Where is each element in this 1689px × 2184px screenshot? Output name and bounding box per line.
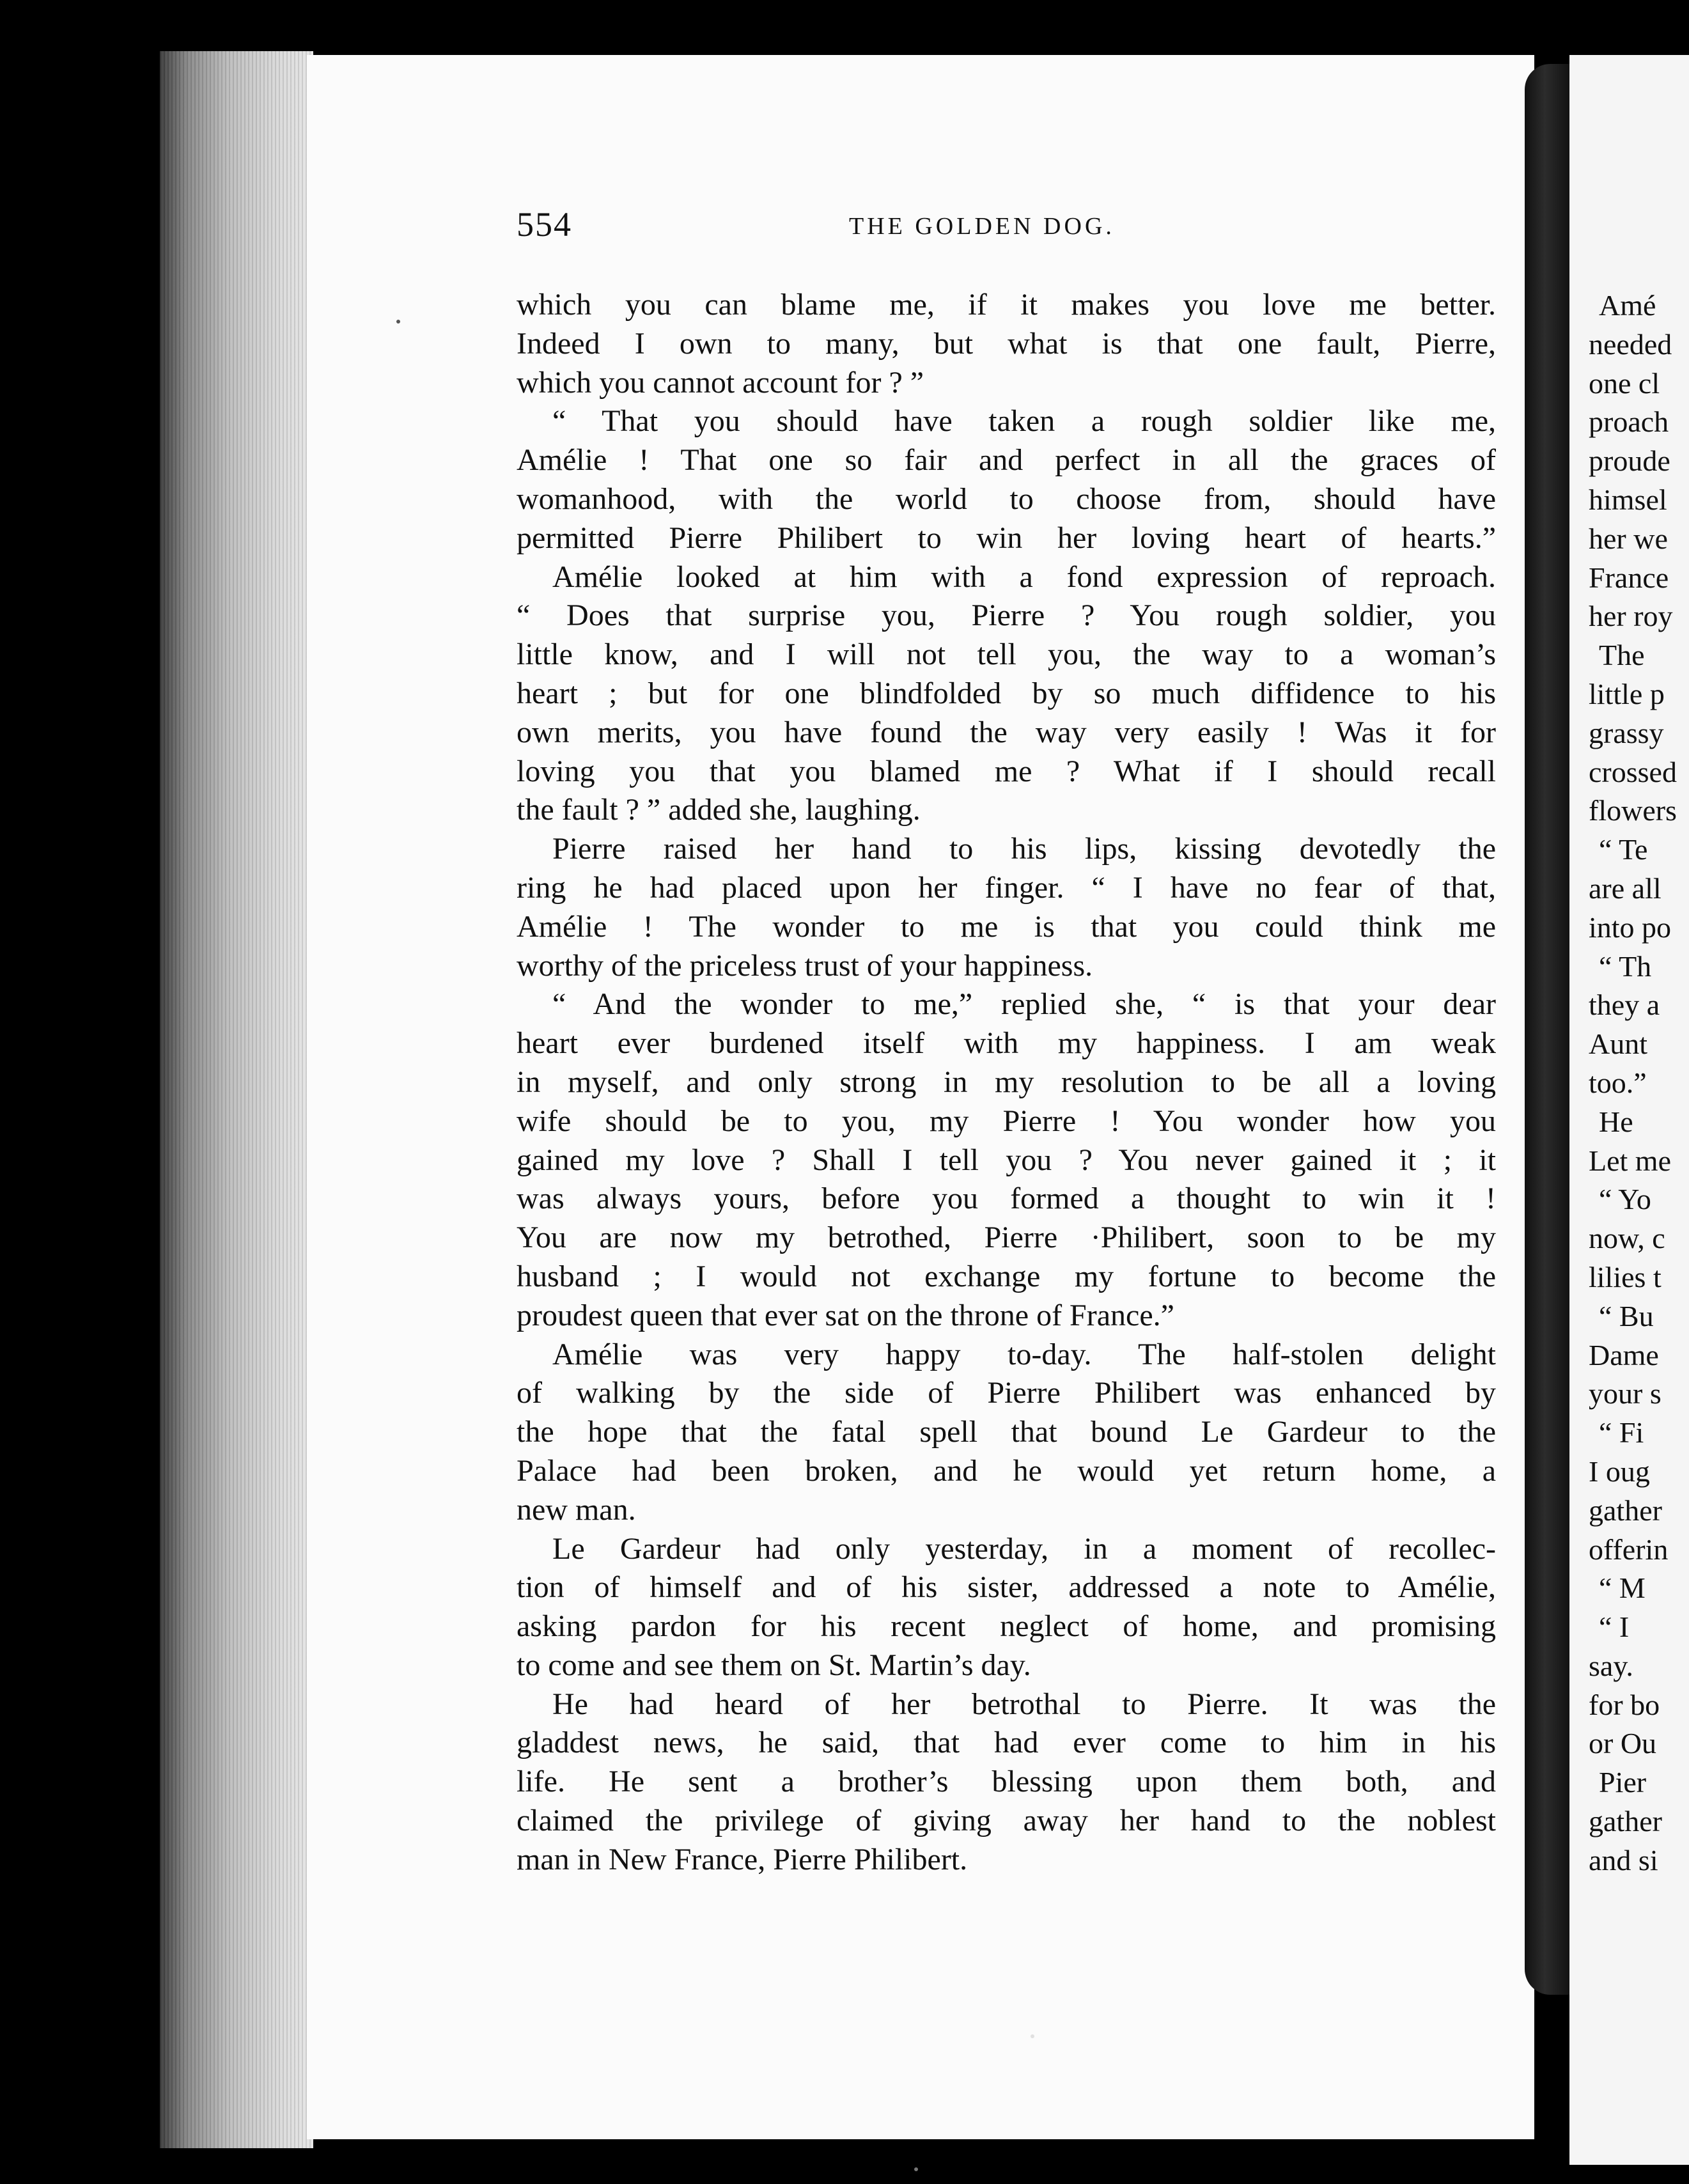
facing-line: offerin bbox=[1589, 1533, 1669, 1566]
text-line: Amélie was very happy to-day. The half-stolen delight bbox=[552, 1337, 1496, 1371]
text-line: own merits, you have found the way very easily ! Was it for bbox=[517, 715, 1496, 749]
text-line: You are now my betrothed, Pierre ·Philibert, soon to be my bbox=[517, 1221, 1496, 1255]
text-line: Palace had been broken, and he would yet return home, a bbox=[517, 1453, 1496, 1488]
facing-line: proude bbox=[1589, 444, 1670, 478]
dust-speck bbox=[914, 2167, 918, 2171]
text-line: womanhood, with the world to choose from, should have bbox=[517, 481, 1496, 516]
text-line: gained my love ? Shall I tell you ? You never gained it ; it bbox=[517, 1143, 1496, 1177]
text-line: proudest queen that ever sat on the throne of France.” bbox=[517, 1298, 1174, 1332]
facing-line: gather bbox=[1589, 1805, 1662, 1838]
dust-speck bbox=[1031, 2034, 1034, 2038]
text-line: the hope that the fatal spell that bound Le Gardeur to the bbox=[517, 1415, 1496, 1449]
text-line: gladdest news, he said, that had ever come to him in his bbox=[517, 1726, 1496, 1760]
facing-line: her roy bbox=[1589, 600, 1673, 633]
facing-line: I oug bbox=[1589, 1455, 1650, 1488]
facing-line: “ Yo bbox=[1599, 1183, 1651, 1216]
facing-line: Aunt bbox=[1589, 1027, 1647, 1061]
facing-line: or Ou bbox=[1589, 1727, 1657, 1760]
text-line: Le Gardeur had only yesterday, in a moment of recollec- bbox=[552, 1531, 1496, 1566]
running-head: THE GOLDEN DOG. bbox=[849, 213, 1115, 240]
text-line: new man. bbox=[517, 1492, 636, 1527]
text-line: Amélie ! The wonder to me is that you could think me bbox=[517, 909, 1496, 944]
facing-line: “ Te bbox=[1599, 833, 1648, 866]
text-line: was always yours, before you formed a thought to win it ! bbox=[517, 1182, 1496, 1216]
facing-line: her we bbox=[1589, 522, 1668, 555]
text-line: wife should be to you, my Pierre ! You wonder how you bbox=[517, 1104, 1496, 1138]
text-line: of walking by the side of Pierre Philibert was enhanced by bbox=[517, 1376, 1496, 1410]
text-line: man in New France, Pierre Philibert. bbox=[517, 1842, 968, 1876]
facing-line: Amé bbox=[1599, 289, 1656, 322]
page-header bbox=[517, 205, 1495, 256]
facing-line: are all bbox=[1589, 871, 1662, 905]
text-line: Pierre raised her hand to his lips, kissing devotedly the bbox=[552, 832, 1496, 866]
text-line: asking pardon for his recent neglect of home, and promising bbox=[517, 1609, 1496, 1644]
facing-line: gather bbox=[1589, 1494, 1662, 1527]
facing-line: himsel bbox=[1589, 483, 1667, 516]
text-line: “ That you should have taken a rough soldier like me, bbox=[552, 404, 1496, 439]
text-line: the fault ? ” added she, laughing. bbox=[517, 793, 921, 827]
text-line: husband ; I would not exchange my fortune to become the bbox=[517, 1259, 1496, 1293]
dust-speck bbox=[396, 320, 400, 324]
book-gutter bbox=[1525, 64, 1569, 1995]
text-line: ring he had placed upon her finger. “ I have no fear of that, bbox=[517, 870, 1496, 905]
facing-page-text bbox=[1589, 286, 1689, 1880]
facing-line: The bbox=[1599, 639, 1645, 672]
body-text bbox=[517, 286, 1496, 1880]
text-line: “ And the wonder to me,” replied she, “ is that your dear bbox=[552, 987, 1496, 1022]
text-line: heart ; but for one blindfolded by so much diffidence to his bbox=[517, 676, 1496, 710]
text-line: heart ever burdened itself with my happiness. I am weak bbox=[517, 1026, 1496, 1061]
facing-page bbox=[1569, 55, 1689, 2165]
facing-line: too.” bbox=[1589, 1066, 1647, 1099]
facing-line: for bo bbox=[1589, 1688, 1660, 1721]
text-line: Indeed I own to many, but what is that one fault, Pierre, bbox=[517, 326, 1496, 361]
facing-line: they a bbox=[1589, 988, 1660, 1022]
facing-line: little p bbox=[1589, 677, 1665, 710]
text-line: loving you that you blamed me ? What if I should recall bbox=[517, 754, 1496, 788]
facing-line: into po bbox=[1589, 910, 1672, 944]
text-line: tion of himself and of his sister, addressed a note to Amélie, bbox=[517, 1570, 1496, 1605]
facing-line: now, c bbox=[1589, 1222, 1665, 1255]
facing-line: your s bbox=[1589, 1377, 1662, 1410]
text-line: which you can blame me, if it makes you love me better. bbox=[517, 288, 1496, 322]
facing-line: grassy bbox=[1589, 716, 1664, 749]
text-line: “ Does that surprise you, Pierre ? You rough soldier, you bbox=[517, 598, 1496, 633]
facing-line: and si bbox=[1589, 1843, 1658, 1876]
facing-line: “ Fi bbox=[1599, 1416, 1644, 1449]
text-line: worthy of the priceless trust of your happiness. bbox=[517, 948, 1093, 983]
facing-line: one cl bbox=[1589, 366, 1660, 400]
facing-line: “ I bbox=[1599, 1611, 1630, 1644]
text-line: in myself, and only strong in my resolution to be all a loving bbox=[517, 1065, 1496, 1099]
page-edge bbox=[160, 51, 313, 2148]
facing-line: say. bbox=[1589, 1649, 1633, 1682]
facing-line: He bbox=[1599, 1105, 1633, 1138]
page-number: 554 bbox=[517, 205, 572, 244]
facing-line: lilies t bbox=[1589, 1260, 1662, 1293]
text-line: little know, and I will not tell you, the way to a woman’s bbox=[517, 637, 1496, 672]
text-line: which you cannot account for ? ” bbox=[517, 365, 924, 400]
text-line: permitted Pierre Philibert to win her loving heart of hearts.” bbox=[517, 520, 1496, 555]
facing-line: Let me bbox=[1589, 1144, 1671, 1177]
text-line: life. He sent a brother’s blessing upon them both, and bbox=[517, 1765, 1496, 1799]
facing-line: Dame bbox=[1589, 1338, 1659, 1371]
facing-line: “ Bu bbox=[1599, 1299, 1654, 1332]
facing-line: “ Th bbox=[1599, 949, 1652, 983]
facing-line: proach bbox=[1589, 405, 1669, 439]
text-line: Amélie looked at him with a fond expression of reproach. bbox=[552, 559, 1496, 594]
text-line: Amélie ! That one so fair and perfect in all the graces of bbox=[517, 443, 1496, 478]
facing-line: Pier bbox=[1599, 1766, 1647, 1799]
facing-line: needed bbox=[1589, 327, 1672, 361]
facing-line: “ M bbox=[1599, 1572, 1646, 1605]
text-line: He had heard of her betrothal to Pierre. It was the bbox=[552, 1687, 1496, 1721]
text-line: claimed the privilege of giving away her hand to the noblest bbox=[517, 1804, 1496, 1838]
facing-line: flowers bbox=[1589, 794, 1677, 827]
text-line: to come and see them on St. Martin’s day. bbox=[517, 1648, 1031, 1682]
facing-line: crossed bbox=[1589, 755, 1677, 788]
facing-line: France bbox=[1589, 561, 1669, 594]
